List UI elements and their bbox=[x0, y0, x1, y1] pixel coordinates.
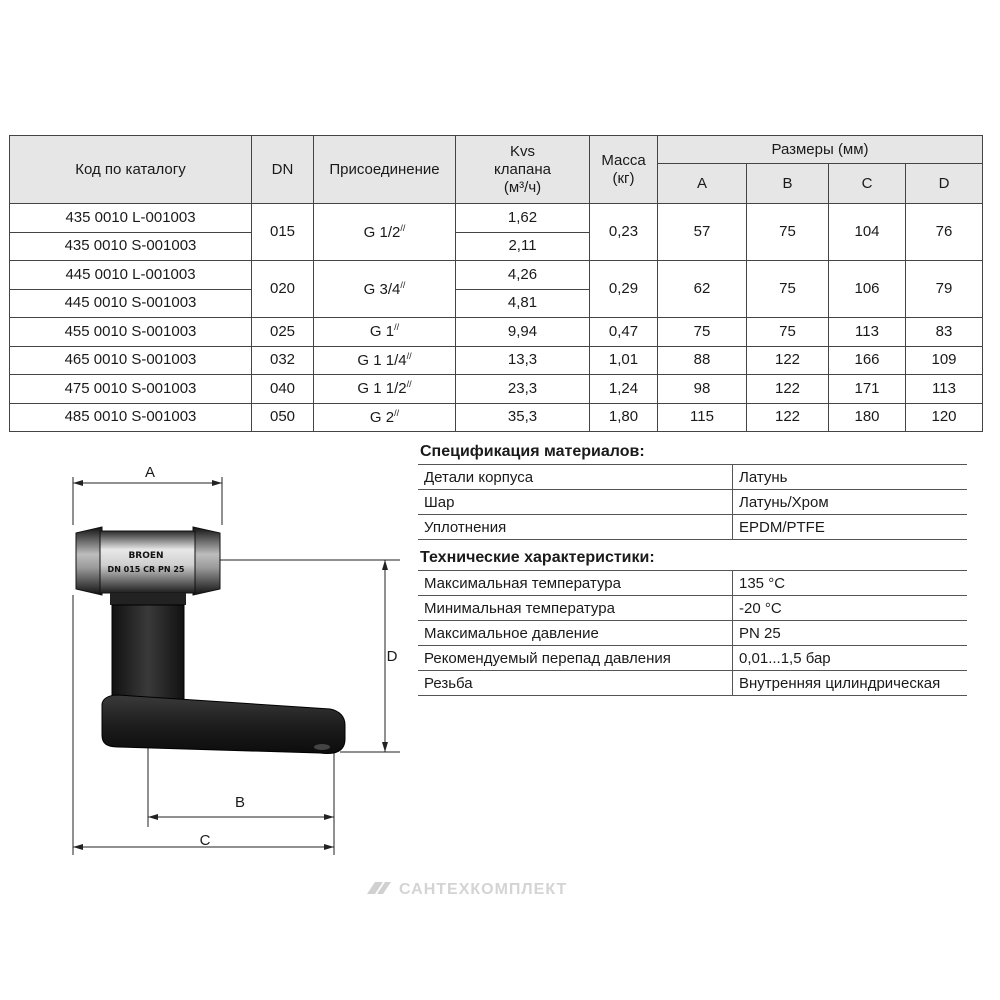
header-dimensions: Размеры (мм) bbox=[658, 136, 983, 164]
cell-kvs: 4,81 bbox=[456, 289, 590, 318]
cell-dn: 050 bbox=[252, 403, 314, 432]
product-table bbox=[9, 135, 983, 432]
connection-value: G 1 bbox=[369, 323, 395, 341]
cell-dim-c: 180 bbox=[829, 403, 906, 432]
cell-dn: 020 bbox=[252, 261, 314, 318]
watermark-logo-icon bbox=[365, 880, 393, 896]
table-row bbox=[10, 261, 983, 290]
valve-body bbox=[76, 527, 345, 753]
materials-title: Спецификация материалов: bbox=[420, 443, 645, 460]
cell-mass: 0,29 bbox=[590, 261, 658, 318]
spec-value: PN 25 bbox=[733, 621, 968, 646]
table-row bbox=[10, 403, 983, 432]
cell-kvs: 13,3 bbox=[456, 346, 590, 375]
cell-dim-b: 75 bbox=[747, 204, 829, 261]
cell-dim-d: 113 bbox=[906, 375, 983, 404]
header-code: Код по каталогу bbox=[10, 136, 252, 204]
cell-kvs: 1,62 bbox=[456, 204, 590, 233]
cell-kvs: 2,11 bbox=[456, 232, 590, 261]
cell-dn: 025 bbox=[252, 318, 314, 347]
label-b: B bbox=[234, 794, 246, 811]
header-dn: DN bbox=[252, 136, 314, 204]
spec-label: Минимальная температура bbox=[418, 596, 733, 621]
inch-mark: // bbox=[394, 322, 400, 333]
valve-drawing bbox=[40, 455, 410, 865]
cell-dim-d: 79 bbox=[906, 261, 983, 318]
technical-section bbox=[418, 546, 967, 696]
inch-mark: // bbox=[400, 279, 406, 290]
header-kvs-line3: (м³/ч) bbox=[503, 178, 542, 196]
cell-dn: 015 bbox=[252, 204, 314, 261]
connection-value: G 1/2 bbox=[363, 223, 401, 241]
spec-label: Детали корпуса bbox=[418, 465, 733, 490]
cell-mass: 1,24 bbox=[590, 375, 658, 404]
spec-value: Латунь/Хром bbox=[733, 490, 968, 515]
cell-mass: 1,80 bbox=[590, 403, 658, 432]
header-dim-a: A bbox=[658, 164, 747, 204]
spec-label: Резьба bbox=[418, 671, 733, 696]
header-kvs-line2: клапана bbox=[494, 160, 551, 178]
cell-dim-b: 75 bbox=[747, 318, 829, 347]
cell-dim-b: 122 bbox=[747, 375, 829, 404]
cell-dim-a: 115 bbox=[658, 403, 747, 432]
cell-kvs: 9,94 bbox=[456, 318, 590, 347]
technical-title: Технические характеристики: bbox=[420, 549, 655, 566]
spec-row bbox=[418, 671, 967, 696]
cell-connection bbox=[314, 346, 456, 375]
inch-mark: // bbox=[406, 350, 412, 361]
cell-dim-c: 171 bbox=[829, 375, 906, 404]
cell-mass: 1,01 bbox=[590, 346, 658, 375]
spec-row bbox=[418, 646, 967, 671]
label-c: C bbox=[199, 832, 211, 849]
inch-mark: // bbox=[394, 407, 400, 418]
cell-mass: 0,47 bbox=[590, 318, 658, 347]
spec-label: Максимальная температура bbox=[418, 571, 733, 596]
watermark-text: САНТЕХКОМПЛЕКТ bbox=[399, 881, 568, 898]
watermark bbox=[365, 880, 567, 899]
cell-dim-c: 113 bbox=[829, 318, 906, 347]
header-dim-b: B bbox=[747, 164, 829, 204]
spec-label: Уплотнения bbox=[418, 515, 733, 540]
spec-value: -20 °C bbox=[733, 596, 968, 621]
inch-mark: // bbox=[400, 222, 406, 233]
cell-dim-c: 106 bbox=[829, 261, 906, 318]
header-connection: Присоединение bbox=[314, 136, 456, 204]
cell-dim-d: 83 bbox=[906, 318, 983, 347]
cell-code: 445 0010 L-001003 bbox=[10, 261, 252, 290]
spec-row bbox=[418, 571, 967, 596]
cell-dim-c: 166 bbox=[829, 346, 906, 375]
cell-dim-a: 98 bbox=[658, 375, 747, 404]
cell-code: 445 0010 S-001003 bbox=[10, 289, 252, 318]
spec-row bbox=[418, 515, 967, 540]
cell-code: 465 0010 S-001003 bbox=[10, 346, 252, 375]
connection-value: G 3/4 bbox=[363, 280, 401, 298]
connection-value: G 1 1/4 bbox=[357, 351, 407, 369]
cell-connection bbox=[314, 403, 456, 432]
technical-table bbox=[418, 570, 967, 696]
label-a: A bbox=[144, 464, 156, 481]
header-kvs bbox=[456, 136, 590, 204]
cell-dim-a: 62 bbox=[658, 261, 747, 318]
table-row bbox=[10, 204, 983, 233]
cell-code: 435 0010 L-001003 bbox=[10, 204, 252, 233]
cell-kvs: 35,3 bbox=[456, 403, 590, 432]
spec-value: Внутренняя цилиндрическая bbox=[733, 671, 968, 696]
cell-kvs: 23,3 bbox=[456, 375, 590, 404]
header-mass bbox=[590, 136, 658, 204]
cell-dim-d: 120 bbox=[906, 403, 983, 432]
header-mass-line1: Масса bbox=[601, 151, 646, 169]
cell-dim-a: 57 bbox=[658, 204, 747, 261]
cell-dim-b: 122 bbox=[747, 346, 829, 375]
table-row bbox=[10, 318, 983, 347]
header-mass-line2: (кг) bbox=[612, 169, 635, 187]
connection-value: G 1 1/2 bbox=[357, 380, 407, 398]
cell-dim-a: 88 bbox=[658, 346, 747, 375]
header-dim-c: C bbox=[829, 164, 906, 204]
spec-row bbox=[418, 465, 967, 490]
spec-value: 0,01...1,5 бар bbox=[733, 646, 968, 671]
cell-dim-c: 104 bbox=[829, 204, 906, 261]
brand-label: BROEN bbox=[128, 551, 164, 561]
cell-dn: 040 bbox=[252, 375, 314, 404]
table-row bbox=[10, 375, 983, 404]
cell-dim-b: 122 bbox=[747, 403, 829, 432]
cell-dim-d: 109 bbox=[906, 346, 983, 375]
spec-row bbox=[418, 621, 967, 646]
spec-label: Рекомендуемый перепад давления bbox=[418, 646, 733, 671]
spec-label: Шар bbox=[418, 490, 733, 515]
cell-connection bbox=[314, 204, 456, 261]
spec-row bbox=[418, 596, 967, 621]
materials-section bbox=[418, 440, 967, 540]
materials-table bbox=[418, 464, 967, 540]
cell-connection bbox=[314, 375, 456, 404]
cell-kvs: 4,26 bbox=[456, 261, 590, 290]
cell-connection bbox=[314, 318, 456, 347]
cell-code: 435 0010 S-001003 bbox=[10, 232, 252, 261]
spec-value: EPDM/PTFE bbox=[733, 515, 968, 540]
cell-code: 485 0010 S-001003 bbox=[10, 403, 252, 432]
table-row bbox=[10, 346, 983, 375]
header-dim-d: D bbox=[906, 164, 983, 204]
spec-row bbox=[418, 490, 967, 515]
spec-label: Максимальное давление bbox=[418, 621, 733, 646]
cell-code: 475 0010 S-001003 bbox=[10, 375, 252, 404]
label-d: D bbox=[386, 648, 398, 665]
header-kvs-line1: Kvs bbox=[509, 142, 535, 160]
cell-dim-a: 75 bbox=[658, 318, 747, 347]
cell-code: 455 0010 S-001003 bbox=[10, 318, 252, 347]
cell-dim-b: 75 bbox=[747, 261, 829, 318]
inch-mark: // bbox=[406, 379, 412, 390]
cell-connection bbox=[314, 261, 456, 318]
cell-dim-d: 76 bbox=[906, 204, 983, 261]
spec-value: 135 °C bbox=[733, 571, 968, 596]
marking-label: DN 015 CR PN 25 bbox=[107, 565, 185, 574]
dimension-a bbox=[73, 464, 222, 525]
spec-value: Латунь bbox=[733, 465, 968, 490]
connection-value: G 2 bbox=[369, 408, 395, 426]
cell-dn: 032 bbox=[252, 346, 314, 375]
cell-mass: 0,23 bbox=[590, 204, 658, 261]
